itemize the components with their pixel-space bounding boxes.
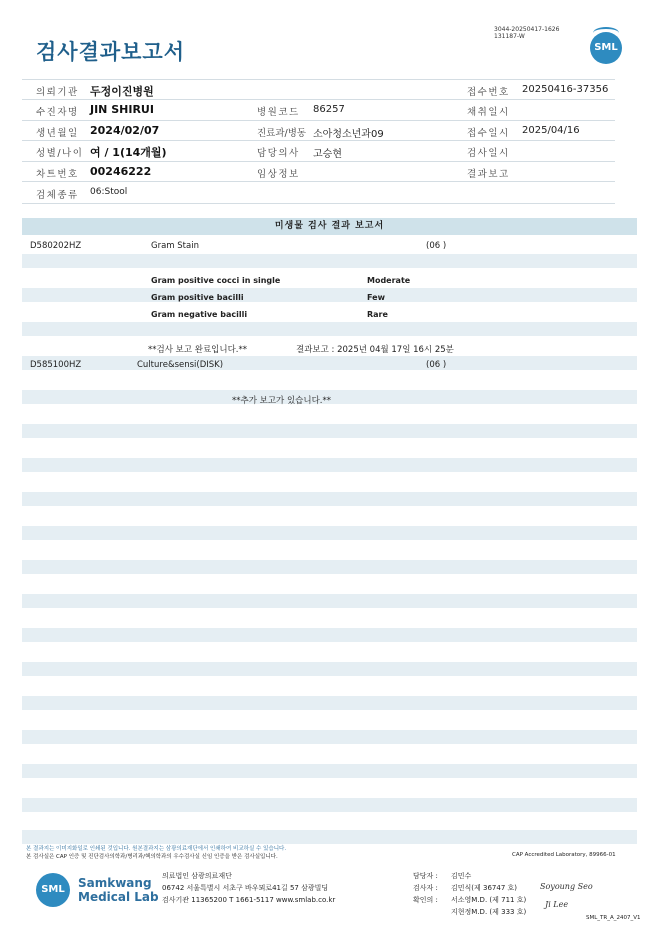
divider — [22, 181, 615, 182]
info-value-chart-no: 00246222 — [90, 165, 152, 178]
info-label-institution: 의뢰기관 — [36, 87, 79, 98]
info-value-doctor: 고승현 — [313, 149, 342, 160]
signature: Soyoung Seo — [540, 882, 593, 891]
brand-name-line-2: Medical Lab — [78, 890, 159, 904]
row-band — [22, 830, 637, 844]
gram-result-value: Moderate — [367, 276, 411, 285]
divider — [22, 203, 615, 204]
cap-accreditation: CAP Accredited Laboratory, 89966-01 — [512, 852, 616, 858]
info-label-receipt-no: 접수번호 — [467, 87, 510, 98]
test-name: Culture&sensi(DISK) — [137, 360, 224, 370]
info-value-sex-age: 여 / 1(14개월) — [90, 146, 167, 159]
sml-logo-icon: SML — [590, 32, 622, 64]
report-complete-text: **검사 보고 완료입니다.** — [148, 345, 248, 355]
info-label-sex-age: 성별/나이 — [36, 148, 84, 159]
test-code: D585100HZ — [30, 360, 82, 370]
divider — [22, 140, 615, 141]
signature: Ji Lee — [545, 900, 569, 909]
divider — [22, 161, 615, 162]
test-specimen: (06 ) — [426, 360, 447, 370]
info-label-test-date: 검사일시 — [467, 148, 510, 159]
document-code-line-2: 131187-W — [494, 33, 525, 40]
document-code — [494, 26, 559, 40]
info-label-birthdate: 생년월일 — [36, 128, 79, 139]
footer-note-cap: 본 검사실은 CAP 인증 및 진단검사의학과/병리과/핵의학과의 우수검사실 신임 인증을 받은 검사실입니다. — [26, 854, 278, 860]
row-band — [22, 526, 637, 540]
brand-name-line-1: Samkwang — [78, 876, 152, 890]
page-title: 검사결과보고서 — [36, 40, 186, 64]
document-code-line-1: 3044-20250417-1626 — [494, 26, 560, 33]
staff-role: 확인의 : — [413, 896, 438, 904]
info-value-department: 소아청소년과09 — [313, 129, 384, 140]
info-label-doctor: 담당의사 — [257, 148, 300, 159]
gram-result-name: Gram positive cocci in single — [151, 276, 281, 285]
staff-role: 검사자 : — [413, 884, 438, 892]
organization-contact: 검사기관 11365200 T 1661-5117 www.smlab.co.kr — [162, 896, 336, 904]
form-code: SML_TR_A_2407_V1 — [586, 915, 641, 921]
info-label-clinical-info: 임상정보 — [257, 169, 300, 180]
test-code: D580202HZ — [30, 241, 82, 251]
gram-result-name: Gram positive bacilli — [151, 293, 244, 302]
info-value-specimen: 06:Stool — [90, 187, 128, 197]
divider — [22, 120, 615, 121]
info-label-chart-no: 차트번호 — [36, 169, 79, 180]
staff-name: 서소영M.D. (제 711 호) — [451, 896, 527, 904]
info-label-hospital-code: 병원코드 — [257, 107, 300, 118]
row-band — [22, 628, 637, 642]
staff-role: 담당자 : — [413, 872, 438, 880]
row-band — [22, 458, 637, 472]
info-label-specimen: 검체종류 — [36, 190, 79, 201]
row-band — [22, 560, 637, 574]
info-label-collection-time: 채취일시 — [467, 107, 510, 118]
row-band — [22, 288, 637, 302]
row-band — [22, 594, 637, 608]
organization-name: 의료법인 삼광의료재단 — [162, 872, 232, 880]
gram-result-value: Few — [367, 293, 385, 302]
additional-report-text: **추가 보고가 있습니다.** — [232, 396, 332, 406]
row-band — [22, 254, 637, 268]
row-band — [22, 730, 637, 744]
row-band — [22, 662, 637, 676]
staff-name: 지현정M.D. (제 333 호) — [451, 908, 527, 916]
info-value-hospital-code: 86257 — [313, 104, 345, 115]
row-band — [22, 492, 637, 506]
info-value-institution: 두정이진병원 — [90, 85, 154, 98]
info-label-patient-name: 수진자명 — [36, 107, 79, 118]
info-value-receipt-date: 2025/04/16 — [522, 125, 580, 136]
staff-name: 김민수 — [451, 872, 472, 880]
staff-name: 김민식(제 36747 호) — [451, 884, 517, 892]
sml-logo-icon: SML — [36, 873, 70, 907]
gram-result-name: Gram negative bacilli — [151, 310, 248, 319]
row-band — [22, 424, 637, 438]
footer-note-image: 본 결과지는 이미지화일로 인쇄된 것입니다. 원본결과지는 삼광의료재단에서 인쇄하여 비교하실 수 있습니다. — [26, 846, 287, 852]
divider — [22, 79, 615, 80]
info-label-result-report: 결과보고 — [467, 169, 510, 180]
row-band — [22, 356, 637, 370]
test-specimen: (06 ) — [426, 241, 447, 251]
row-band — [22, 798, 637, 812]
row-band — [22, 322, 637, 336]
section-title: 미생물 검사 결과 보고서 — [22, 218, 637, 235]
row-band — [22, 696, 637, 710]
info-label-receipt-date: 접수일시 — [467, 128, 510, 139]
info-value-patient-name: JIN SHIRUI — [90, 103, 154, 116]
info-value-birthdate: 2024/02/07 — [90, 124, 160, 137]
info-label-department: 진료과/병동 — [257, 128, 307, 139]
gram-result-value: Rare — [367, 310, 388, 319]
row-band — [22, 764, 637, 778]
test-name: Gram Stain — [151, 241, 199, 251]
brand-name — [78, 876, 159, 904]
organization-address: 06742 서울특별시 서초구 바우뫼로41길 57 삼광빌딩 — [162, 884, 329, 892]
info-value-receipt-no: 20250416-37356 — [522, 84, 609, 95]
report-time: 결과보고 : 2025년 04월 17일 16시 25분 — [296, 345, 454, 355]
divider — [22, 99, 615, 100]
